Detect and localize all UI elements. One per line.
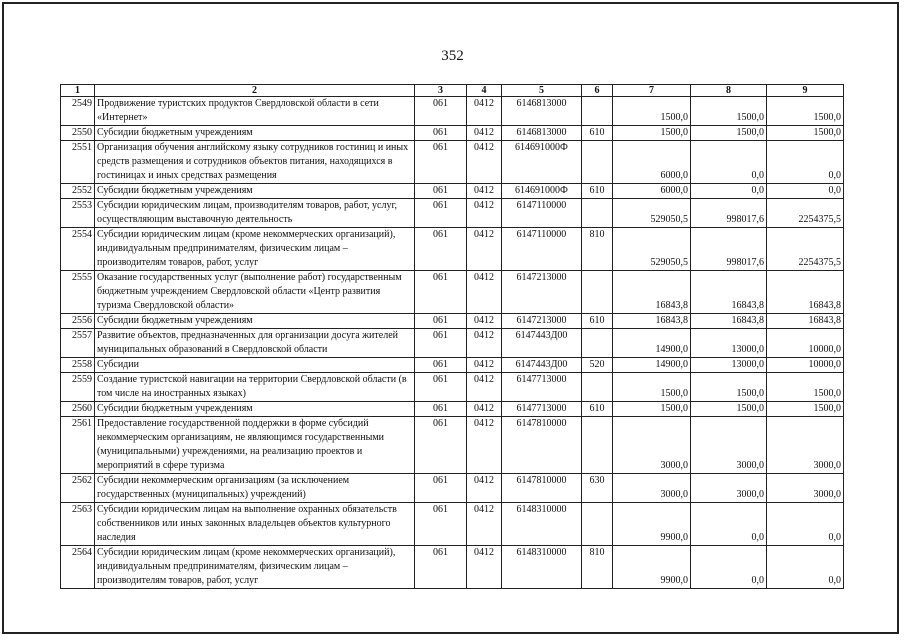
target-article-cell: 614691000Ф (502, 184, 582, 199)
amount-cell: 529050,5 (613, 228, 691, 271)
amount-cell: 3000,0 (613, 474, 691, 503)
expense-type-cell: 610 (582, 314, 613, 329)
amount-cell: 9900,0 (613, 546, 691, 589)
item-name-cell: Продвижение туристских продуктов Свердловской области в сети «Интернет» (95, 97, 415, 126)
amount-cell: 1500,0 (691, 126, 767, 141)
section-code-cell: 0412 (467, 97, 502, 126)
expense-type-cell (582, 503, 613, 546)
expense-type-cell: 610 (582, 126, 613, 141)
amount-cell: 16843,8 (691, 314, 767, 329)
expense-type-cell: 610 (582, 402, 613, 417)
ministry-code-cell: 061 (415, 184, 467, 199)
amount-cell: 1500,0 (767, 97, 844, 126)
expense-type-cell (582, 199, 613, 228)
expense-type-cell: 810 (582, 546, 613, 589)
section-code-cell: 0412 (467, 228, 502, 271)
amount-cell: 6000,0 (613, 141, 691, 184)
table-row (61, 184, 844, 199)
header-cell: 6 (582, 85, 613, 97)
section-code-cell: 0412 (467, 358, 502, 373)
table-row (61, 373, 844, 402)
target-article-cell: 6147810000 (502, 474, 582, 503)
target-article-cell: 6148310000 (502, 503, 582, 546)
table-row (61, 141, 844, 184)
row-number-cell: 2563 (61, 503, 95, 546)
amount-cell: 0,0 (767, 546, 844, 589)
amount-cell: 16843,8 (691, 271, 767, 314)
table-row (61, 329, 844, 358)
amount-cell: 0,0 (691, 184, 767, 199)
header-cell: 7 (613, 85, 691, 97)
header-cell: 9 (767, 85, 844, 97)
item-name-cell: Субсидии юридическим лицам (кроме некоммерческих организаций), индивидуальным предпринимателям, физическим лицам – производителям товаров, работ, услуг (95, 228, 415, 271)
row-number-cell: 2549 (61, 97, 95, 126)
amount-cell: 1500,0 (613, 97, 691, 126)
section-code-cell: 0412 (467, 141, 502, 184)
amount-cell: 2254375,5 (767, 228, 844, 271)
table-row (61, 546, 844, 589)
row-number-cell: 2561 (61, 417, 95, 474)
budget-table (60, 84, 844, 589)
amount-cell: 1500,0 (691, 402, 767, 417)
ministry-code-cell: 061 (415, 402, 467, 417)
amount-cell: 1500,0 (613, 373, 691, 402)
item-name-cell: Субсидии бюджетным учреждениям (95, 314, 415, 329)
section-code-cell: 0412 (467, 373, 502, 402)
amount-cell: 10000,0 (767, 358, 844, 373)
target-article-cell: 6147443Д00 (502, 358, 582, 373)
ministry-code-cell: 061 (415, 474, 467, 503)
amount-cell: 1500,0 (691, 373, 767, 402)
amount-cell: 14900,0 (613, 329, 691, 358)
header-row (61, 85, 844, 97)
expense-type-cell (582, 329, 613, 358)
table-row (61, 199, 844, 228)
amount-cell: 1500,0 (691, 97, 767, 126)
section-code-cell: 0412 (467, 402, 502, 417)
row-number-cell: 2555 (61, 271, 95, 314)
expense-type-cell: 520 (582, 358, 613, 373)
amount-cell: 0,0 (767, 184, 844, 199)
section-code-cell: 0412 (467, 503, 502, 546)
row-number-cell: 2554 (61, 228, 95, 271)
table-row (61, 417, 844, 474)
amount-cell: 6000,0 (613, 184, 691, 199)
ministry-code-cell: 061 (415, 199, 467, 228)
table-row (61, 358, 844, 373)
amount-cell: 2254375,5 (767, 199, 844, 228)
amount-cell: 14900,0 (613, 358, 691, 373)
item-name-cell: Субсидии бюджетным учреждениям (95, 402, 415, 417)
ministry-code-cell: 061 (415, 97, 467, 126)
amount-cell: 3000,0 (613, 417, 691, 474)
target-article-cell: 6147713000 (502, 373, 582, 402)
row-number-cell: 2551 (61, 141, 95, 184)
target-article-cell: 6147110000 (502, 228, 582, 271)
table-body (61, 97, 844, 589)
ministry-code-cell: 061 (415, 373, 467, 402)
section-code-cell: 0412 (467, 329, 502, 358)
row-number-cell: 2550 (61, 126, 95, 141)
item-name-cell: Субсидии юридическим лицам на выполнение охранных обязательств собственников или иных законных владельцев объектов культурного наследия (95, 503, 415, 546)
expense-type-cell (582, 271, 613, 314)
item-name-cell: Развитие объектов, предназначенных для организации досуга жителей муниципальных образований в Свердловской области (95, 329, 415, 358)
ministry-code-cell: 061 (415, 503, 467, 546)
ministry-code-cell: 061 (415, 126, 467, 141)
amount-cell: 16843,8 (613, 314, 691, 329)
ministry-code-cell: 061 (415, 358, 467, 373)
table-row (61, 314, 844, 329)
amount-cell: 10000,0 (767, 329, 844, 358)
header-cell: 1 (61, 85, 95, 97)
expense-type-cell (582, 97, 613, 126)
header-cell: 3 (415, 85, 467, 97)
header-cell: 4 (467, 85, 502, 97)
amount-cell: 1500,0 (613, 126, 691, 141)
target-article-cell: 6147810000 (502, 417, 582, 474)
section-code-cell: 0412 (467, 126, 502, 141)
section-code-cell: 0412 (467, 417, 502, 474)
expense-type-cell (582, 417, 613, 474)
amount-cell: 1500,0 (767, 402, 844, 417)
ministry-code-cell: 061 (415, 546, 467, 589)
header-cell: 2 (95, 85, 415, 97)
ministry-code-cell: 061 (415, 271, 467, 314)
amount-cell: 3000,0 (767, 417, 844, 474)
target-article-cell: 6147110000 (502, 199, 582, 228)
table-row (61, 126, 844, 141)
amount-cell: 998017,6 (691, 228, 767, 271)
item-name-cell: Субсидии юридическим лицам, производителям товаров, работ, услуг, осуществляющим выставочную деятельность (95, 199, 415, 228)
table-row (61, 97, 844, 126)
amount-cell: 3000,0 (767, 474, 844, 503)
item-name-cell: Предоставление государственной поддержки в форме субсидий некоммерческим организациям, не являющимся государственными (муниципальными) учреждениями, на реализацию проектов и мероприятий в сфере туризма (95, 417, 415, 474)
section-code-cell: 0412 (467, 271, 502, 314)
row-number-cell: 2564 (61, 546, 95, 589)
section-code-cell: 0412 (467, 474, 502, 503)
row-number-cell: 2560 (61, 402, 95, 417)
item-name-cell: Организация обучения английскому языку сотрудников гостиниц и иных средств размещения и сотрудников объектов питания, находящихся в гостиницах и иных средствах размещения (95, 141, 415, 184)
header-cell: 8 (691, 85, 767, 97)
target-article-cell: 6147213000 (502, 271, 582, 314)
amount-cell: 16843,8 (767, 314, 844, 329)
table-row (61, 228, 844, 271)
target-article-cell: 6148310000 (502, 546, 582, 589)
amount-cell: 3000,0 (691, 474, 767, 503)
item-name-cell: Создание туристской навигации на территории Свердловской области (в том числе на иностранных языках) (95, 373, 415, 402)
table-row (61, 402, 844, 417)
ministry-code-cell: 061 (415, 141, 467, 184)
amount-cell: 1500,0 (767, 373, 844, 402)
item-name-cell: Оказание государственных услуг (выполнение работ) государственным бюджетным учреждением Свердловской области «Центр развития туризма Свердловской области» (95, 271, 415, 314)
row-number-cell: 2553 (61, 199, 95, 228)
amount-cell: 529050,5 (613, 199, 691, 228)
row-number-cell: 2559 (61, 373, 95, 402)
amount-cell: 3000,0 (691, 417, 767, 474)
target-article-cell: 6147713000 (502, 402, 582, 417)
amount-cell: 9900,0 (613, 503, 691, 546)
item-name-cell: Субсидии юридическим лицам (кроме некоммерческих организаций), индивидуальным предпринимателям, физическим лицам – производителям товаров, работ, услуг (95, 546, 415, 589)
amount-cell: 0,0 (767, 503, 844, 546)
table-row (61, 474, 844, 503)
amount-cell: 0,0 (691, 546, 767, 589)
amount-cell: 0,0 (767, 141, 844, 184)
amount-cell: 998017,6 (691, 199, 767, 228)
section-code-cell: 0412 (467, 184, 502, 199)
page-number: 352 (441, 48, 464, 64)
row-number-cell: 2556 (61, 314, 95, 329)
section-code-cell: 0412 (467, 314, 502, 329)
row-number-cell: 2557 (61, 329, 95, 358)
row-number-cell: 2552 (61, 184, 95, 199)
target-article-cell: 6146813000 (502, 126, 582, 141)
expense-type-cell (582, 141, 613, 184)
amount-cell: 13000,0 (691, 329, 767, 358)
target-article-cell: 6147213000 (502, 314, 582, 329)
amount-cell: 1500,0 (767, 126, 844, 141)
item-name-cell: Субсидии некоммерческим организациям (за исключением государственных (муниципальных) учреждений) (95, 474, 415, 503)
ministry-code-cell: 061 (415, 228, 467, 271)
amount-cell: 0,0 (691, 503, 767, 546)
amount-cell: 16843,8 (767, 271, 844, 314)
row-number-cell: 2562 (61, 474, 95, 503)
section-code-cell: 0412 (467, 546, 502, 589)
ministry-code-cell: 061 (415, 417, 467, 474)
amount-cell: 16843,8 (613, 271, 691, 314)
expense-type-cell: 630 (582, 474, 613, 503)
item-name-cell: Субсидии (95, 358, 415, 373)
amount-cell: 0,0 (691, 141, 767, 184)
ministry-code-cell: 061 (415, 314, 467, 329)
expense-type-cell: 610 (582, 184, 613, 199)
table-row (61, 271, 844, 314)
ministry-code-cell: 061 (415, 329, 467, 358)
header-cell: 5 (502, 85, 582, 97)
expense-type-cell (582, 373, 613, 402)
target-article-cell: 6147443Д00 (502, 329, 582, 358)
target-article-cell: 6146813000 (502, 97, 582, 126)
table-row (61, 503, 844, 546)
row-number-cell: 2558 (61, 358, 95, 373)
section-code-cell: 0412 (467, 199, 502, 228)
item-name-cell: Субсидии бюджетным учреждениям (95, 184, 415, 199)
target-article-cell: 614691000Ф (502, 141, 582, 184)
expense-type-cell: 810 (582, 228, 613, 271)
amount-cell: 1500,0 (613, 402, 691, 417)
amount-cell: 13000,0 (691, 358, 767, 373)
item-name-cell: Субсидии бюджетным учреждениям (95, 126, 415, 141)
